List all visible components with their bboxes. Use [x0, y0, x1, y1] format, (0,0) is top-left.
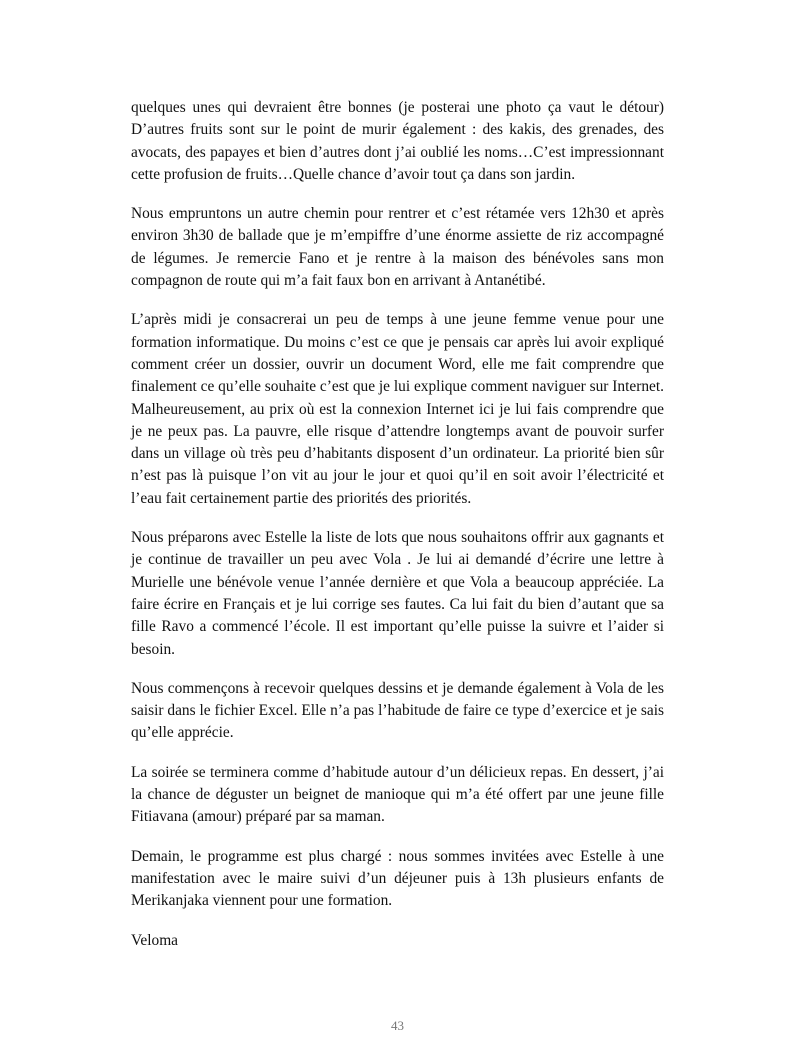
- paragraph-fruits: quelques unes qui devraient être bonnes (je posterai une photo ça vaut le détour) D’autres fruits sont sur le point de murir également : des kakis, des grenades, des avocats, des papayes et bien d’autres dont j’ai oublié les noms…C’est impressionnant cette profusion de fruits…Quelle chance d’avoir tout ça dans son jardin.: [131, 99, 664, 183]
- page-number: 43: [391, 1018, 404, 1033]
- paragraph-evening-meal: La soirée se terminera comme d’habitude autour d’un délicieux repas. En dessert, j’ai la chance de déguster un beignet de manioque qui m’a été offert par une jeune fille Fitiavana (amour) préparé par sa maman.: [131, 763, 664, 826]
- paragraph-computer-training: L’après midi je consacrerai un peu de temps à une jeune femme venue pour une formation informatique. Du moins c’est ce que je pensais car après lui avoir expliqué comment créer un dossier, ouvrir un document Word, elle me fait comprendre que finalement ce qu’elle souhaite c’est que je lui explique comment naviguer sur Internet. Malheureusement, au prix où est la connexion Internet ici je lui fais comprendre que je ne peux pas. La pauvre, elle risque d’attendre longtemps avant de pouvoir surfer dans un village où très peu d’habitants disposent d’un ordinateur. La priorité bien sûr n’est pas là puisque l’on vit au jour le jour et quoi qu’il en soit avoir l’électricité et l’eau fait certainement partie des priorités des priorités.: [131, 311, 664, 507]
- paragraph-tomorrow-program: Demain, le programme est plus chargé : nous sommes invitées avec Estelle à une manifestation avec le maire suivi d’un déjeuner puis à 13h plusieurs enfants de Merikanjaka viennent pour une formation.: [131, 847, 664, 910]
- paragraph-return-walk: Nous empruntons un autre chemin pour rentrer et c’est rétamée vers 12h30 et après environ 3h30 de ballade que je m’empiffre d’une énorme assiette de riz accompagné de légumes. Je remercie Fano et je rentre à la maison des bénévoles sans mon compagnon de route qui m’a fait faux bon en arrivant à Antanétibé.: [131, 205, 664, 290]
- paragraph-drawings-excel: Nous commençons à recevoir quelques dessins et je demande également à Vola de les saisir dans le fichier Excel. Elle n’a pas l’habitude de faire ce type d’exercice et je sais qu’elle apprécie.: [131, 679, 664, 742]
- signoff: Veloma: [131, 931, 179, 949]
- document-body: [131, 97, 664, 969]
- paragraph-prizes-letter: Nous préparons avec Estelle la liste de lots que nous souhaitons offrir aux gagnants et je continue de travailler un peu avec Vola . Je lui ai demandé d’écrire une lettre à Murielle une bénévole venue l’année dernière et que Vola a beaucoup appréciée. La faire écrire en Français et je lui corrige ses fautes. Ca lui fait du bien d’autant que sa fille Ravo a commencé l’école. Il est important qu’elle puisse la suivre et l’aider si besoin.: [131, 529, 664, 658]
